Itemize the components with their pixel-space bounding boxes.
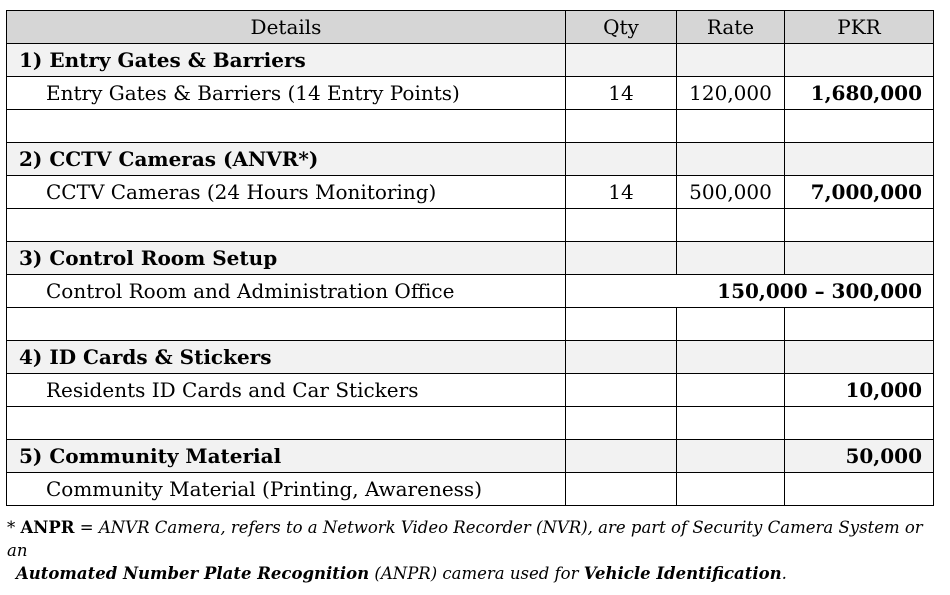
item-rate: 500,000 [677,176,785,209]
section-qty-cell [566,242,677,275]
spacer-row [7,407,934,440]
header-qty: Qty [566,11,677,44]
footnote-anpr-full: Automated Number Plate Recognition [16,564,370,583]
spacer-row [7,308,934,341]
item-row [7,275,934,308]
header-rate: Rate [677,11,785,44]
section-qty-cell [566,143,677,176]
section-title: 5) Community Material [7,440,566,473]
item-details: Entry Gates & Barriers (14 Entry Points) [7,77,566,110]
section-pkr-cell [785,242,934,275]
item-rate: 120,000 [677,77,785,110]
footnote-end: . [781,564,787,583]
item-qty: 14 [566,176,677,209]
item-row [7,374,934,407]
item-qty: 14 [566,77,677,110]
item-row [7,77,934,110]
section-qty-cell [566,44,677,77]
item-details: Control Room and Administration Office [7,275,566,308]
section-rate-cell [677,242,785,275]
section-pkr-cell [785,44,934,77]
footnote-anpr-label: ANPR [20,518,75,537]
section-qty-cell [566,341,677,374]
section-rate-cell [677,44,785,77]
section-row [7,341,934,374]
section-title: 1) Entry Gates & Barriers [7,44,566,77]
section-rate-cell [677,143,785,176]
item-pkr: 10,000 [785,374,934,407]
item-pkr: 1,680,000 [785,77,934,110]
footnote-line-2 [7,562,937,585]
spacer-row [7,110,934,143]
item-details: CCTV Cameras (24 Hours Monitoring) [7,176,566,209]
section-row [7,143,934,176]
section-pkr-cell [785,143,934,176]
item-qty [566,473,677,506]
header-pkr: PKR [785,11,934,44]
footnote-definition: = ANVR Camera, refers to a Network Video Recorder (NVR), are part of Security Camera System or an [7,518,923,560]
section-row [7,44,934,77]
header-details: Details [7,11,566,44]
item-pkr [785,473,934,506]
item-row [7,176,934,209]
section-rate-cell [677,341,785,374]
item-pkr: 7,000,000 [785,176,934,209]
item-row [7,473,934,506]
footnote-line-1 [7,516,937,562]
section-qty-cell [566,440,677,473]
section-row [7,242,934,275]
footnote-star: * [7,518,21,537]
section-pkr-cell [785,341,934,374]
section-title: 3) Control Room Setup [7,242,566,275]
footnote-middle: (ANPR) camera used for [369,564,584,583]
section-title: 2) CCTV Cameras (ANVR*) [7,143,566,176]
item-rate [677,473,785,506]
item-details: Residents ID Cards and Car Stickers [7,374,566,407]
cost-estimate-table [6,10,934,506]
header-row [7,11,934,44]
footnote [7,516,937,585]
footnote-vehicle-id: Vehicle Identification [583,564,782,583]
spacer-row [7,209,934,242]
item-qty [566,374,677,407]
item-pkr-range: 150,000 – 300,000 [566,275,934,308]
item-rate [677,374,785,407]
section-title: 4) ID Cards & Stickers [7,341,566,374]
section-pkr-cell: 50,000 [785,440,934,473]
item-details: Community Material (Printing, Awareness) [7,473,566,506]
section-row [7,440,934,473]
section-rate-cell [677,440,785,473]
